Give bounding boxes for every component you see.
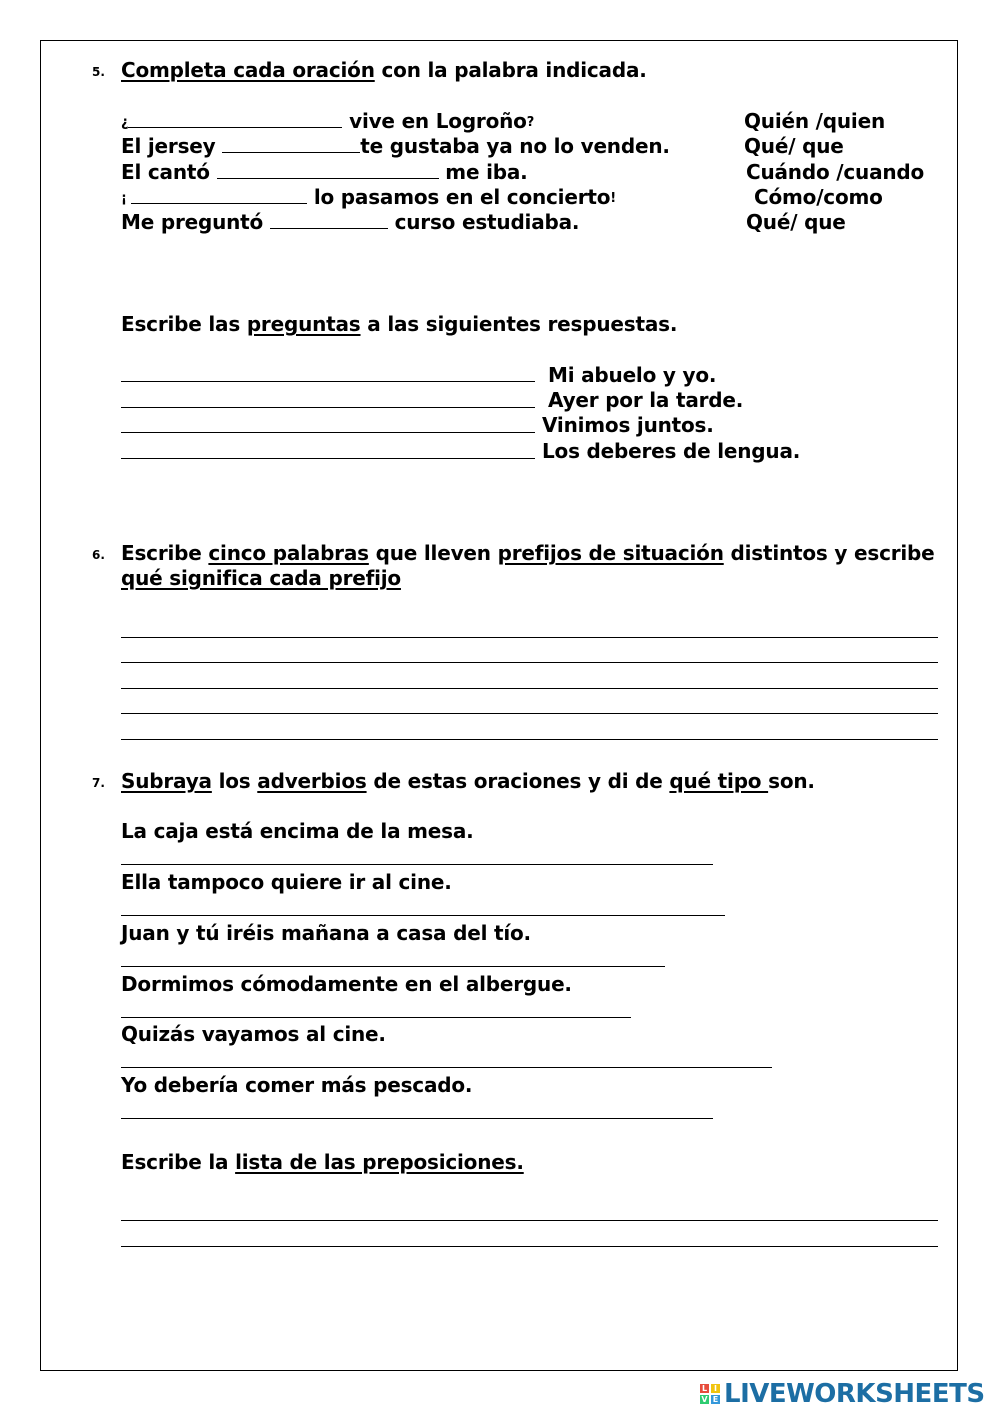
ex5-row-1-option: Quién /quien — [744, 109, 885, 133]
preposiciones-underlined: lista de las preposiciones. — [235, 1150, 524, 1174]
preposiciones-instruction — [121, 1150, 524, 1174]
ex7-sentence-6: Yo debería comer más pescado. — [121, 1073, 473, 1097]
ex5-row-1-blank[interactable] — [128, 109, 342, 128]
ex5-row-5 — [121, 210, 579, 234]
ex5-row-3-blank[interactable] — [217, 160, 439, 179]
ex7-answer-line-6[interactable] — [121, 1118, 713, 1119]
preguntas-post: a las siguientes respuestas. — [360, 312, 678, 336]
question-line-4[interactable] — [121, 458, 535, 459]
ex7-underlined-1: Subraya — [121, 769, 212, 793]
answer-2: Ayer por la tarde. — [548, 388, 744, 412]
exercise-5-number: 5. — [92, 65, 105, 79]
question-line-3[interactable] — [121, 432, 535, 433]
ex5-row-5-pre: Me preguntó — [121, 210, 270, 234]
ex5-row-3 — [121, 160, 528, 184]
ex5-row-3-post: me iba. — [438, 160, 528, 184]
ex5-row-1 — [121, 109, 534, 135]
preposiciones-pre: Escribe la — [121, 1150, 236, 1174]
ex7-answer-line-4[interactable] — [121, 1017, 631, 1018]
liveworksheets-logo-text: LIVEWORKSHEETS — [724, 1379, 985, 1409]
ex5-row-2-post: te gustaba ya no lo venden. — [360, 134, 670, 158]
ex5-row-2-blank[interactable] — [222, 134, 360, 153]
preposiciones-line-1[interactable] — [121, 1220, 938, 1221]
exercise-7-number: 7. — [92, 776, 105, 790]
ex7-text-3: son. — [768, 769, 815, 793]
ex7-answer-line-1[interactable] — [121, 864, 713, 865]
question-line-2[interactable] — [121, 407, 535, 408]
ex5-row-1-post: vive en Logroño — [342, 109, 527, 133]
ex6-answer-line-4[interactable] — [121, 713, 938, 714]
ex6-answer-line-2[interactable] — [121, 662, 938, 663]
ex5-row-3-option: Cuándo /cuando — [746, 160, 925, 184]
ex7-text-2: de estas oraciones y di de — [366, 769, 670, 793]
ex5-row-4-option: Cómo/como — [754, 185, 883, 209]
ex6-text-3: distintos y escribe — [723, 541, 935, 565]
ex5-row-5-blank[interactable] — [270, 210, 388, 229]
ex5-row-4-pre: ¡ — [121, 191, 132, 206]
ex7-sentence-5: Quizás vayamos al cine. — [121, 1022, 386, 1046]
exercise-5-instruction-underlined: Completa cada oración — [121, 58, 375, 82]
answer-1: Mi abuelo y yo. — [548, 363, 717, 387]
ex5-row-2-option: Qué/ que — [744, 134, 844, 158]
ex6-text-1: Escribe — [121, 541, 209, 565]
ex6-underlined-3: qué significa cada prefijo — [121, 566, 401, 590]
question-line-1[interactable] — [121, 381, 535, 382]
ex5-row-4-post: lo pasamos en el concierto — [307, 185, 611, 209]
ex6-answer-line-1[interactable] — [121, 637, 938, 638]
preguntas-pre: Escribe las — [121, 312, 247, 336]
ex5-row-2 — [121, 134, 670, 158]
logo-letter-l: L — [701, 1384, 708, 1393]
ex7-answer-line-2[interactable] — [121, 915, 725, 916]
exercise-6-number: 6. — [92, 548, 105, 562]
ex5-row-2-pre: El jersey — [121, 134, 223, 158]
ex7-underlined-3: qué tipo — [669, 769, 769, 793]
ex6-answer-line-3[interactable] — [121, 688, 938, 689]
answer-3: Vinimos juntos. — [542, 413, 714, 437]
exercise-7-instruction — [121, 769, 815, 793]
ex5-row-4 — [121, 185, 616, 211]
ex7-sentence-1: La caja está encima de la mesa. — [121, 819, 474, 843]
ex7-sentence-4: Dormimos cómodamente en el albergue. — [121, 972, 572, 996]
ex5-row-4-blank[interactable] — [131, 185, 307, 204]
exercise-5-instruction — [121, 58, 647, 82]
ex5-row-1-pre: ¿ — [121, 115, 129, 130]
liveworksheets-logo[interactable] — [700, 1380, 985, 1408]
exercise-5-instruction-rest: con la palabra indicada. — [374, 58, 647, 82]
ex6-text-2: que lleven — [368, 541, 498, 565]
ex7-underlined-2: adverbios — [257, 769, 367, 793]
ex6-underlined-1: cinco palabras — [208, 541, 369, 565]
logo-letter-e: E — [712, 1395, 719, 1404]
logo-letter-v: V — [701, 1395, 708, 1404]
ex5-row-3-pre: El cantó — [121, 160, 217, 184]
exercise-6-instruction-line-2 — [121, 566, 401, 590]
exercise-6-instruction-line-1 — [121, 541, 935, 565]
ex5-row-5-option: Qué/ que — [746, 210, 846, 234]
preposiciones-line-2[interactable] — [121, 1246, 938, 1247]
ex5-row-4-mark: ! — [610, 191, 617, 206]
answer-4: Los deberes de lengua. — [542, 439, 801, 463]
ex7-text-1: los — [211, 769, 258, 793]
ex7-sentence-2: Ella tampoco quiere ir al cine. — [121, 870, 452, 894]
preguntas-underlined: preguntas — [246, 312, 361, 336]
preguntas-instruction — [121, 312, 677, 336]
ex7-answer-line-5[interactable] — [121, 1067, 772, 1068]
ex6-underlined-2: prefijos de situación — [497, 541, 724, 565]
ex6-answer-line-5[interactable] — [121, 739, 938, 740]
ex7-answer-line-3[interactable] — [121, 966, 665, 967]
logo-letter-i: I — [711, 1384, 720, 1393]
ex7-sentence-3: Juan y tú iréis mañana a casa del tío. — [121, 921, 531, 945]
ex5-row-5-post: curso estudiaba. — [387, 210, 580, 234]
ex5-row-1-mark: ? — [526, 115, 535, 130]
liveworksheets-logo-icon — [700, 1384, 720, 1404]
